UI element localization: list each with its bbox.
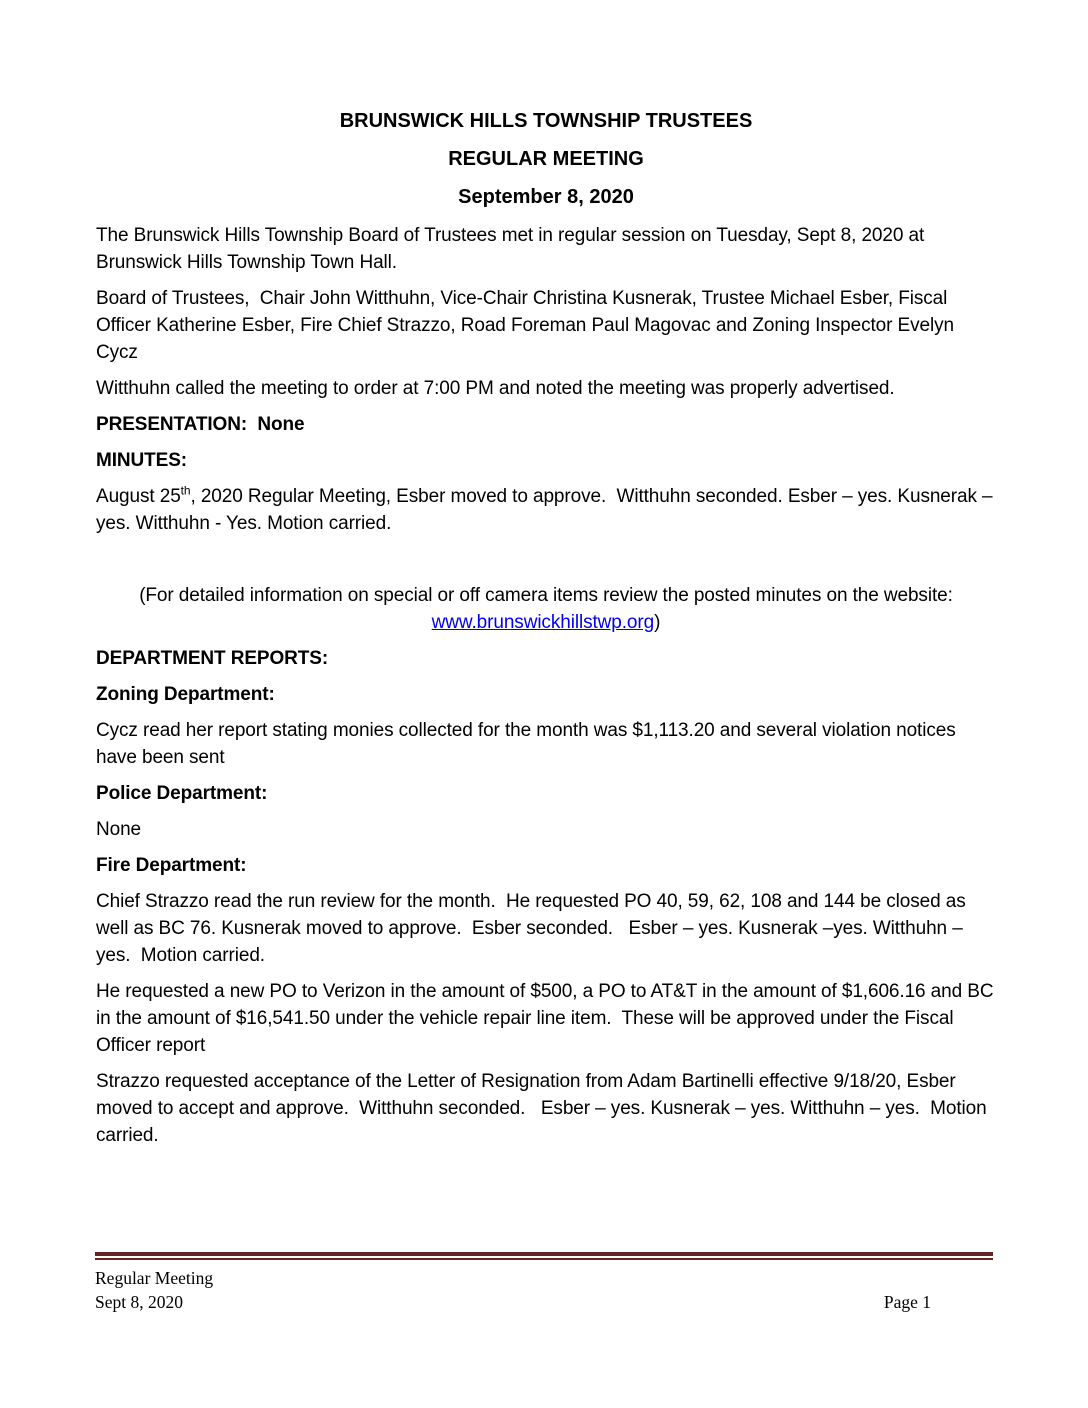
footer-rule-thick xyxy=(95,1252,993,1256)
website-note-post: ) xyxy=(654,612,661,633)
document-title: BRUNSWICK HILLS TOWNSHIP TRUSTEES xyxy=(339,110,753,132)
footer-meeting-type: Regular Meeting xyxy=(95,1268,214,1288)
footer-meeting-date: Sept 8, 2020 xyxy=(95,1292,183,1312)
zoning-department-heading: Zoning Department: xyxy=(96,684,275,705)
department-reports-heading: DEPARTMENT REPORTS: xyxy=(96,648,329,669)
ordinal-superscript: th xyxy=(180,483,191,498)
meeting-date-heading: September 8, 2020 xyxy=(458,186,634,208)
attendees-paragraph: Board of Trustees, Chair John Witthuhn, Vice-Chair Christina Kusnerak, Trustee Michael Esber, Fiscal Officer Katherine Esber, Fire Chief Strazzo, Road Foreman Paul Magovac and Zoning Inspector Evelyn Cycz xyxy=(96,288,960,363)
call-to-order-paragraph: Witthuhn called the meeting to order at 7:00 PM and noted the meeting was properly advertised. xyxy=(96,378,895,399)
minutes-approval-post: , 2020 Regular Meeting, Esber moved to approve. Witthuhn seconded. Esber – yes. Kusnerak – yes. Witthuhn - Yes. Motion carried. xyxy=(96,486,998,534)
website-link[interactable]: www.brunswickhillstwp.org xyxy=(431,612,655,633)
fire-resignation-paragraph: Strazzo requested acceptance of the Letter of Resignation from Adam Bartinelli effective 9/18/20, Esber moved to accept and approve. Witthuhn seconded. Esber – yes. Kusnerak – yes. Witthuhn – yes. Motion carried. xyxy=(96,1071,992,1146)
footer-page-number: Page 1 xyxy=(883,1292,931,1312)
footer-rule-thin xyxy=(95,1258,993,1260)
page-footer xyxy=(95,1252,993,1314)
presentation-heading: PRESENTATION: None xyxy=(96,414,305,435)
website-note-pre: (For detailed information on special or off camera items review the posted minutes on the website: xyxy=(139,585,958,606)
police-report-paragraph: None xyxy=(96,819,142,840)
intro-paragraph: The Brunswick Hills Township Board of Trustees met in regular session on Tuesday, Sept 8, 2020 at Brunswick Hills Township Town Hall. xyxy=(96,225,930,273)
fire-run-review-paragraph: Chief Strazzo read the run review for the month. He requested PO 40, 59, 62, 108 and 144 be closed as well as BC 76. Kusnerak moved to approve. Esber seconded. Esber – yes. Kusnerak –yes. Witthuhn – yes. Motion carried. xyxy=(96,891,971,966)
minutes-approval-paragraph xyxy=(96,483,996,537)
meeting-type-heading: REGULAR MEETING xyxy=(448,148,644,170)
fire-purchase-orders-paragraph: He requested a new PO to Verizon in the amount of $500, a PO to AT&T in the amount of $1,606.16 and BC in the amount of $16,541.50 under the vehicle repair line item. These will be approved under the Fiscal Officer report xyxy=(96,981,999,1056)
website-note-paragraph xyxy=(96,582,996,636)
police-department-heading: Police Department: xyxy=(96,783,268,804)
footer-meeting-info xyxy=(95,1266,213,1314)
zoning-report-paragraph: Cycz read her report stating monies collected for the month was $1,113.20 and several violation notices have been sent xyxy=(96,720,961,768)
minutes-approval-pre: August 25 xyxy=(96,486,181,507)
minutes-heading: MINUTES: xyxy=(96,450,188,471)
fire-department-heading: Fire Department: xyxy=(96,855,247,876)
blank-line xyxy=(96,546,996,573)
